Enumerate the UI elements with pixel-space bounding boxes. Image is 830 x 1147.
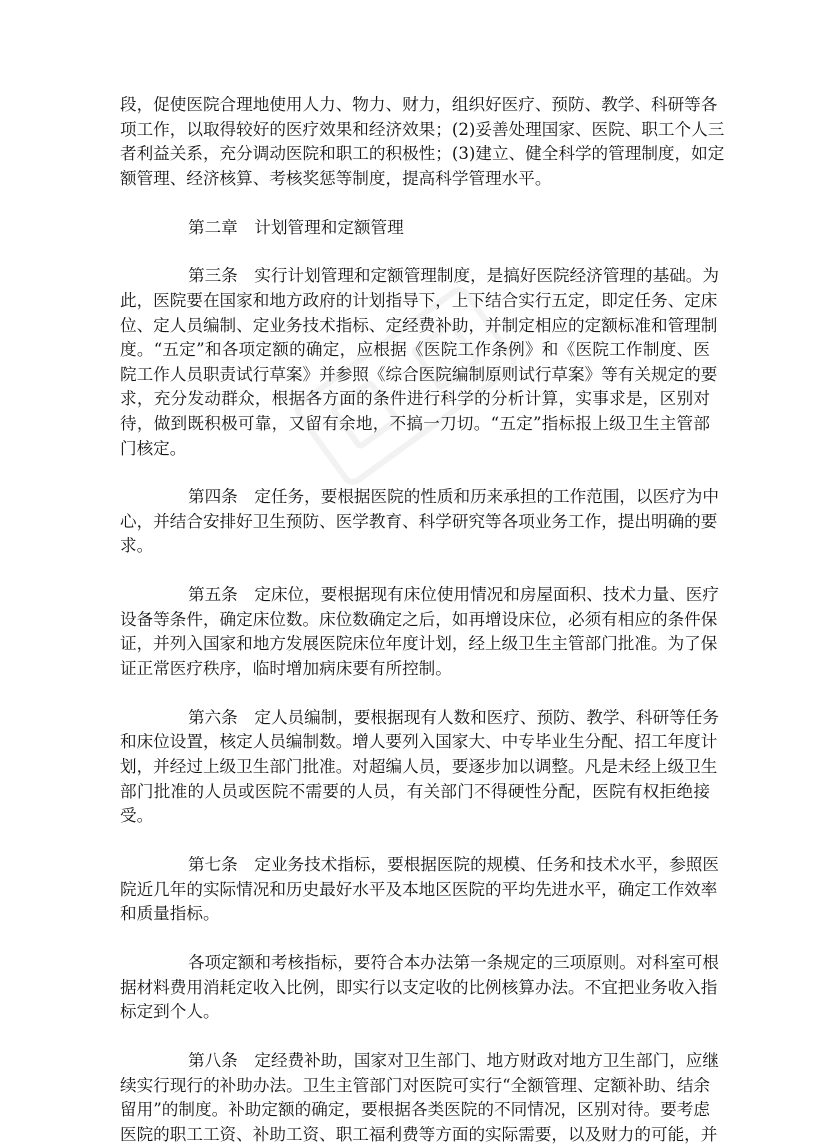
text-line: 各项定额和考核指标，要符合本办法第一条规定的三项原则。对科室可根 [188, 952, 719, 972]
text-line: 第四条 定任务，要根据医院的性质和历来承担的工作范围，以医疗为中 [188, 487, 719, 507]
text-line: 续实行现行的补助办法。卫生主管部门对医院可实行“全额管理、定额补助、结余 [120, 1075, 710, 1095]
text-line: 度。“五定”和各项定额的确定，应根据《医院工作条例》和《医院工作制度、医 [120, 340, 710, 360]
article-8 [120, 1049, 719, 1147]
text-line: 额管理、经济核算、考核奖惩等制度，提高科学管理水平。 [120, 168, 552, 188]
text-line: 标定到个人。 [120, 1002, 220, 1022]
text-line: 心，并结合安排好卫生预防、医学教育、科学研究等各项业务工作，提出明确的要 [120, 511, 718, 531]
article-3 [120, 264, 719, 461]
text-line: 医院的职工工资、补助工资、职工福利费等方面的实际需要，以及财力的可能，并 [120, 1124, 718, 1144]
text-line: 受。 [120, 806, 154, 826]
text-line: 和床位设置，核定人员编制数。增人要列入国家大、中专毕业生分配、招工年度计 [120, 732, 718, 752]
text-line: 者利益关系，充分调动医院和职工的积极性；(3)建立、健全科学的管理制度，如定 [120, 144, 725, 164]
paragraph-continuation [120, 93, 725, 191]
text-line: 位、定人员编制、定业务技术指标、定经费补助，并制定相应的定额标准和管理制 [120, 315, 718, 335]
text-line: 院工作人员职责试行草案》并参照《综合医院编制原则试行草案》等有关规定的要 [120, 364, 718, 384]
text-line: 段，促使医院合理地使用人力、物力、财力，组织好医疗、预防、教学、科研等各 [120, 95, 718, 114]
text-line: 部门批准的人员或医院不需要的人员，有关部门不得硬性分配，医院有权拒绝接 [120, 781, 710, 801]
text-line: 和质量指标。 [120, 904, 220, 924]
article-7 [120, 853, 719, 927]
document-body [120, 93, 725, 1147]
text-line: 院近几年的实际情况和历史最好水平及本地区医院的平均先进水平，确定工作效率 [120, 879, 718, 899]
article-6 [120, 706, 719, 829]
text-line: 第三条 实行计划管理和定额管理制度，是搞好医院经济管理的基础。为 [188, 266, 719, 286]
article-4 [120, 485, 719, 559]
text-line: 留用”的制度。补助定额的确定，要根据各类医院的不同情况，区别对待。要考虑 [120, 1100, 710, 1120]
text-line: 第五条 定床位，要根据现有床位使用情况和房屋面积、技术力量、医疗 [188, 585, 719, 605]
article-7-note [120, 951, 719, 1025]
text-line: 求，充分发动群众，根据各方面的条件进行科学的分析计算，实事求是，区别对 [120, 389, 710, 409]
text-line: 第七条 定业务技术指标，要根据医院的规模、任务和技术水平，参照医 [188, 854, 719, 874]
text-line: 第八条 定经费补助，国家对卫生部门、地方财政对地方卫生部门，应继 [188, 1050, 719, 1070]
text-line: 划，并经过上级卫生部门批准。对超编人员，要逐步加以调整。凡是未经上级卫生 [120, 757, 718, 776]
text-line: 项工作，以取得较好的医疗效果和经济效果；(2)妥善处理国家、医院、职工个人三 [120, 119, 725, 139]
text-line: 第六条 定人员编制，要根据现有人数和医疗、预防、教学、科研等任务 [188, 707, 719, 727]
text-line: 设备等条件，确定床位数。床位数确定之后，如再增设床位，必须有相应的条件保 [120, 609, 718, 629]
text-line: 证，并列入国家和地方发展医院床位年度计划，经上级卫生主管部门批准。为了保 [120, 634, 718, 654]
chapter-heading [120, 216, 710, 241]
chapter-title: 第二章 计划管理和定额管理 [188, 217, 404, 237]
text-line: 证正常医疗秩序，临时增加病床要有所控制。 [120, 659, 452, 679]
text-line: 门核定。 [120, 438, 187, 458]
text-line: 此，医院要在国家和地方政府的计划指导下，上下结合实行五定，即定任务、定床 [120, 290, 718, 310]
text-line: 求。 [120, 536, 154, 556]
text-line: 据材料费用消耗定收入比例，即实行以支定收的比例核算办法。不宜把业务收入指 [120, 977, 718, 997]
text-line: 待，做到既积极可靠，又留有余地，不搞一刀切。“五定”指标报上级卫生主管部 [120, 413, 710, 433]
article-5 [120, 583, 719, 681]
